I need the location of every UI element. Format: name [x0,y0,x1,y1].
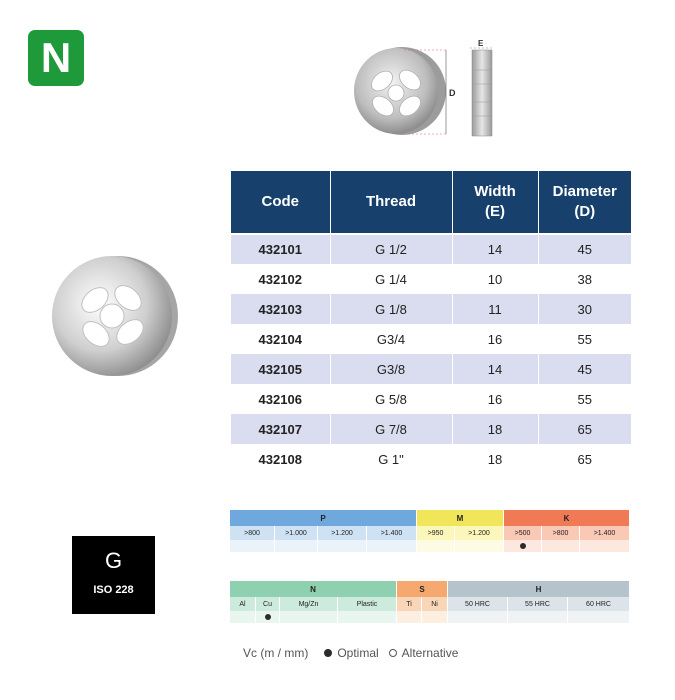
legend-optimal: Optimal [337,646,379,660]
material-sub-label: Mg/Zn [280,597,338,611]
optimal-dot-icon [520,543,526,549]
suitability-cell [230,611,256,623]
cell-diameter: 30 [538,294,631,324]
table-row [231,294,631,324]
cell-thread: G3/8 [330,354,452,384]
material-group-k [504,510,629,552]
diagram-label-d: D [449,88,456,98]
material-group-label: K [504,510,629,526]
suitability-cell [280,611,338,623]
material-chart-top [230,510,629,552]
material-n-badge [28,30,84,86]
material-group-n [230,581,397,623]
table-row [231,414,631,444]
material-sub-label: >1.200 [455,526,503,540]
cell-code: 432106 [231,384,330,414]
suitability-cell [230,540,275,552]
cell-width: 16 [452,384,538,414]
material-sub-label: >1.200 [318,526,367,540]
cell-diameter: 55 [538,324,631,354]
cell-width: 14 [452,354,538,384]
header-width: Width (E) [452,171,538,234]
material-sub-label: Plastic [338,597,396,611]
suitability-cell [580,540,629,552]
suitability-cell [542,540,580,552]
legend-vc: Vc (m / mm) [243,646,309,660]
table-row [231,444,631,474]
threading-die-image [50,252,180,382]
material-sub-label: >800 [230,526,275,540]
cell-width: 18 [452,414,538,444]
suitability-cell [422,611,447,623]
cell-diameter: 38 [538,264,631,294]
material-sub-label: >1.000 [275,526,318,540]
cell-width: 16 [452,324,538,354]
cell-width: 14 [452,234,538,264]
suitability-cell [256,611,280,623]
suitability-cell [568,611,629,623]
cell-code: 432105 [231,354,330,384]
cell-diameter: 65 [538,444,631,474]
die-dimension-diagram [350,36,510,146]
optimal-dot-icon [324,649,332,657]
suitability-cell [397,611,422,623]
cell-thread: G 1/2 [330,234,452,264]
material-sub-label: Ni [422,597,447,611]
material-group-label: S [397,581,447,597]
legend [243,646,458,660]
iso-228-badge [72,536,155,614]
iso-letter: G [104,548,123,573]
material-sub-label: >1.400 [580,526,629,540]
material-sub-label: >800 [542,526,580,540]
material-sub-label: Cu [256,597,280,611]
material-group-label: N [230,581,396,597]
legend-alternative: Alternative [401,646,459,660]
specification-table [231,171,631,474]
material-sub-label: >950 [417,526,455,540]
header-diameter: Diameter (D) [538,171,631,234]
cell-width: 10 [452,264,538,294]
cell-thread: G 7/8 [330,414,452,444]
table-row [231,264,631,294]
suitability-cell [275,540,318,552]
suitability-cell [504,540,542,552]
suitability-cell [367,540,416,552]
suitability-cell [448,611,508,623]
table-header-row [231,171,631,234]
material-group-s [397,581,448,623]
cell-code: 432102 [231,264,330,294]
cell-code: 432107 [231,414,330,444]
material-sub-label: >1.400 [367,526,416,540]
table-row [231,234,631,264]
suitability-cell [455,540,503,552]
table-row [231,384,631,414]
header-thread: Thread [330,171,452,234]
cell-thread: G 1" [330,444,452,474]
material-sub-label: 60 HRC [568,597,629,611]
header-code: Code [231,171,330,234]
cell-code: 432108 [231,444,330,474]
material-group-label: H [448,581,629,597]
suitability-cell [417,540,455,552]
cell-thread: G 1/8 [330,294,452,324]
optimal-dot-icon [265,614,271,620]
material-sub-label: Ti [397,597,422,611]
cell-diameter: 65 [538,414,631,444]
table-row [231,354,631,384]
cell-thread: G3/4 [330,324,452,354]
suitability-cell [338,611,396,623]
cell-code: 432103 [231,294,330,324]
suitability-cell [318,540,367,552]
diagram-label-e: E [478,39,484,48]
cell-thread: G 1/4 [330,264,452,294]
cell-diameter: 45 [538,354,631,384]
iso-standard: ISO 228 [93,584,134,596]
material-sub-label: 55 HRC [508,597,568,611]
cell-width: 18 [452,444,538,474]
material-group-h [448,581,629,623]
alternative-circle-icon [389,649,397,657]
table-row [231,324,631,354]
material-group-p [230,510,417,552]
material-chart-bottom [230,581,629,623]
cell-diameter: 45 [538,234,631,264]
cell-diameter: 55 [538,384,631,414]
cell-width: 11 [452,294,538,324]
suitability-cell [508,611,568,623]
material-group-label: M [417,510,503,526]
cell-code: 432101 [231,234,330,264]
material-group-label: P [230,510,416,526]
material-sub-label: 50 HRC [448,597,508,611]
material-sub-label: >500 [504,526,542,540]
cell-code: 432104 [231,324,330,354]
material-sub-label: Al [230,597,256,611]
cell-thread: G 5/8 [330,384,452,414]
badge-letter: N [40,34,72,81]
material-group-m [417,510,504,552]
